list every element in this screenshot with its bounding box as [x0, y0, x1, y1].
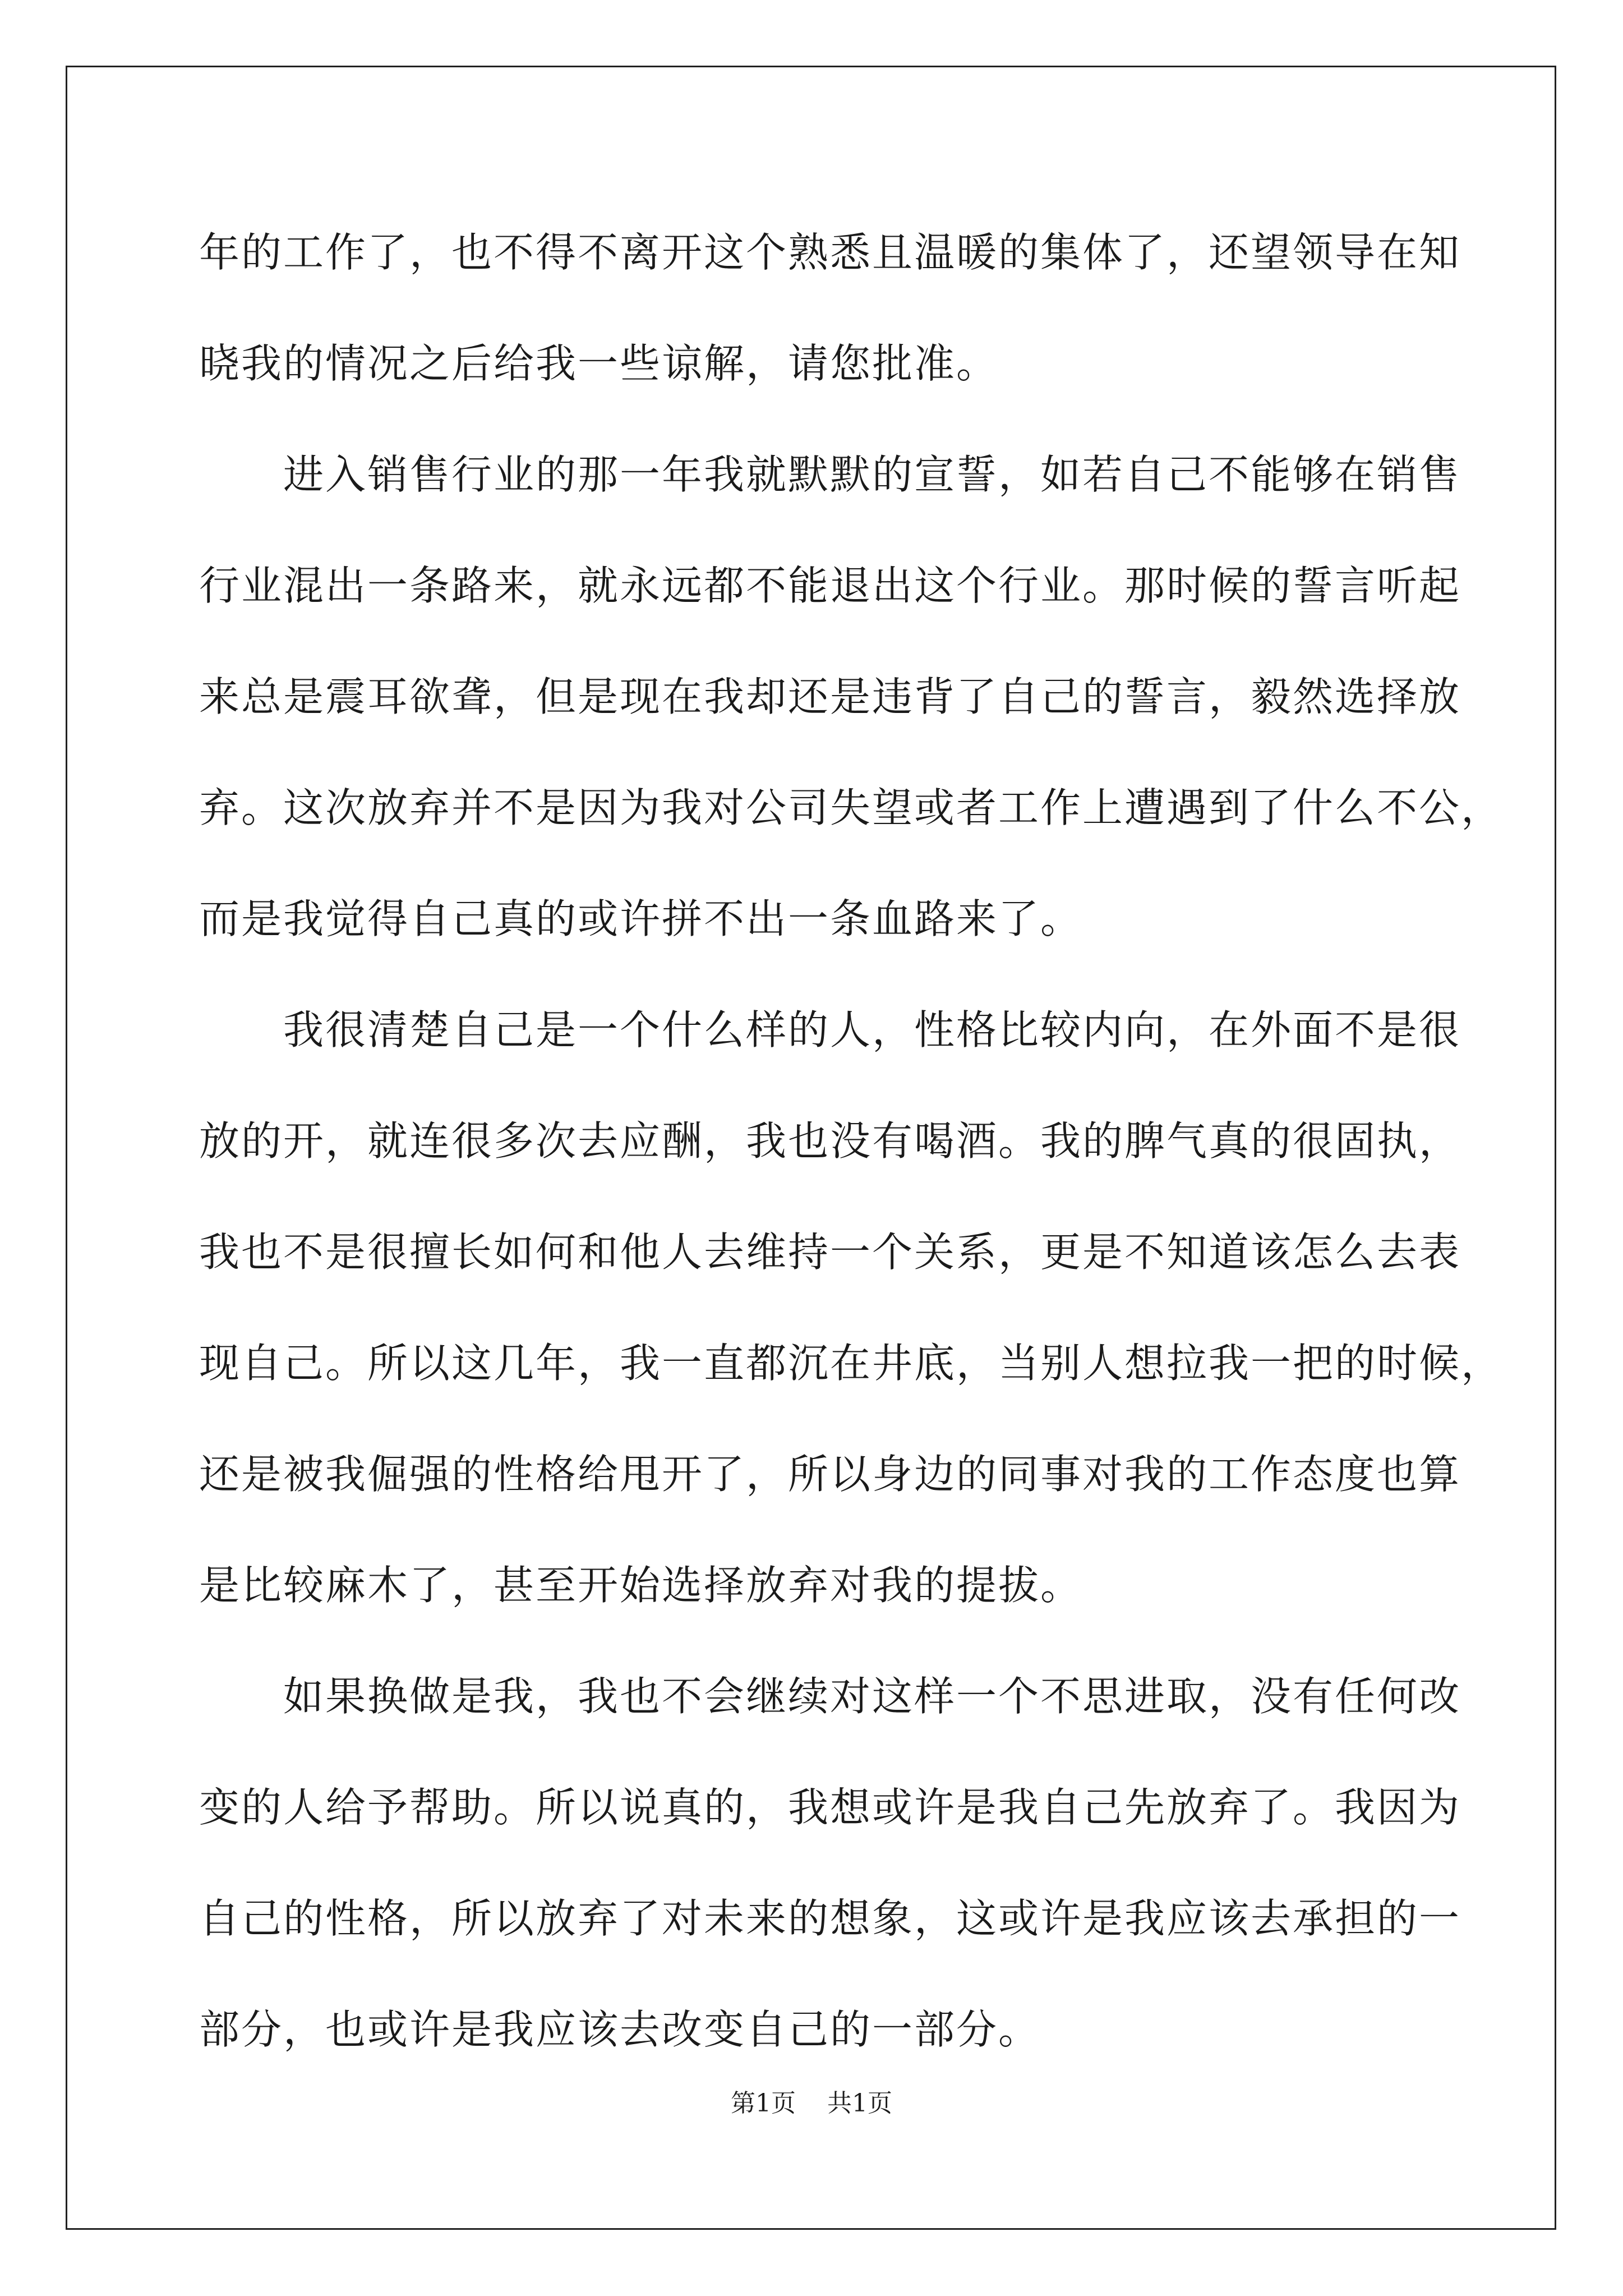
text-line: 行业混出一条路来，就永远都不能退出这个行业。那时候的誓言听起 [199, 562, 1461, 609]
text-line: 来总是震耳欲聋，但是现在我却还是违背了自己的誓言，毅然选择放 [199, 673, 1461, 720]
paragraph-start-line: 我很清楚自己是一个什么样的人，性格比较内向，在外面不是很 [283, 1006, 1461, 1053]
text-line: 弃。这次放弃并不是因为我对公司失望或者工作上遭遇到了什么不公， [199, 784, 1504, 831]
text-line: 自己的性格，所以放弃了对未来的想象，这或许是我应该去承担的一 [199, 1895, 1461, 1942]
text-line: 我也不是很擅长如何和他人去维持一个关系，更是不知道该怎么去表 [199, 1228, 1461, 1276]
text-line: 部分，也或许是我应该去改变自己的一部分。 [199, 2006, 1041, 2053]
text-line: 还是被我倔强的性格给甩开了，所以身边的同事对我的工作态度也算 [199, 1451, 1461, 1498]
text-line: 而是我觉得自己真的或许拼不出一条血路来了。 [199, 895, 1083, 942]
paragraph-start-line: 如果换做是我，我也不会继续对这样一个不思进取，没有任何改 [283, 1673, 1461, 1720]
page-number-total: 共1页 [827, 2089, 892, 2118]
text-line: 变的人给予帮助。所以说真的，我想或许是我自己先放弃了。我因为 [199, 1784, 1461, 1831]
text-line: 年的工作了，也不得不离开这个熟悉且温暖的集体了，还望领导在知 [199, 229, 1461, 276]
text-line: 现自己。所以这几年，我一直都沉在井底，当别人想拉我一把的时候， [199, 1340, 1504, 1387]
page-footer [0, 2087, 1623, 2120]
document-body [199, 208, 1504, 2096]
text-line: 放的开，就连很多次去应酬，我也没有喝酒。我的脾气真的很固执， [199, 1117, 1461, 1165]
page-number-current: 第1页 [731, 2089, 796, 2118]
paragraph-start-line: 进入销售行业的那一年我就默默的宣誓，如若自己不能够在销售 [283, 451, 1461, 498]
text-line: 晓我的情况之后给我一些谅解，请您批准。 [199, 340, 999, 387]
text-line: 是比较麻木了，甚至开始选择放弃对我的提拔。 [199, 1562, 1083, 1609]
